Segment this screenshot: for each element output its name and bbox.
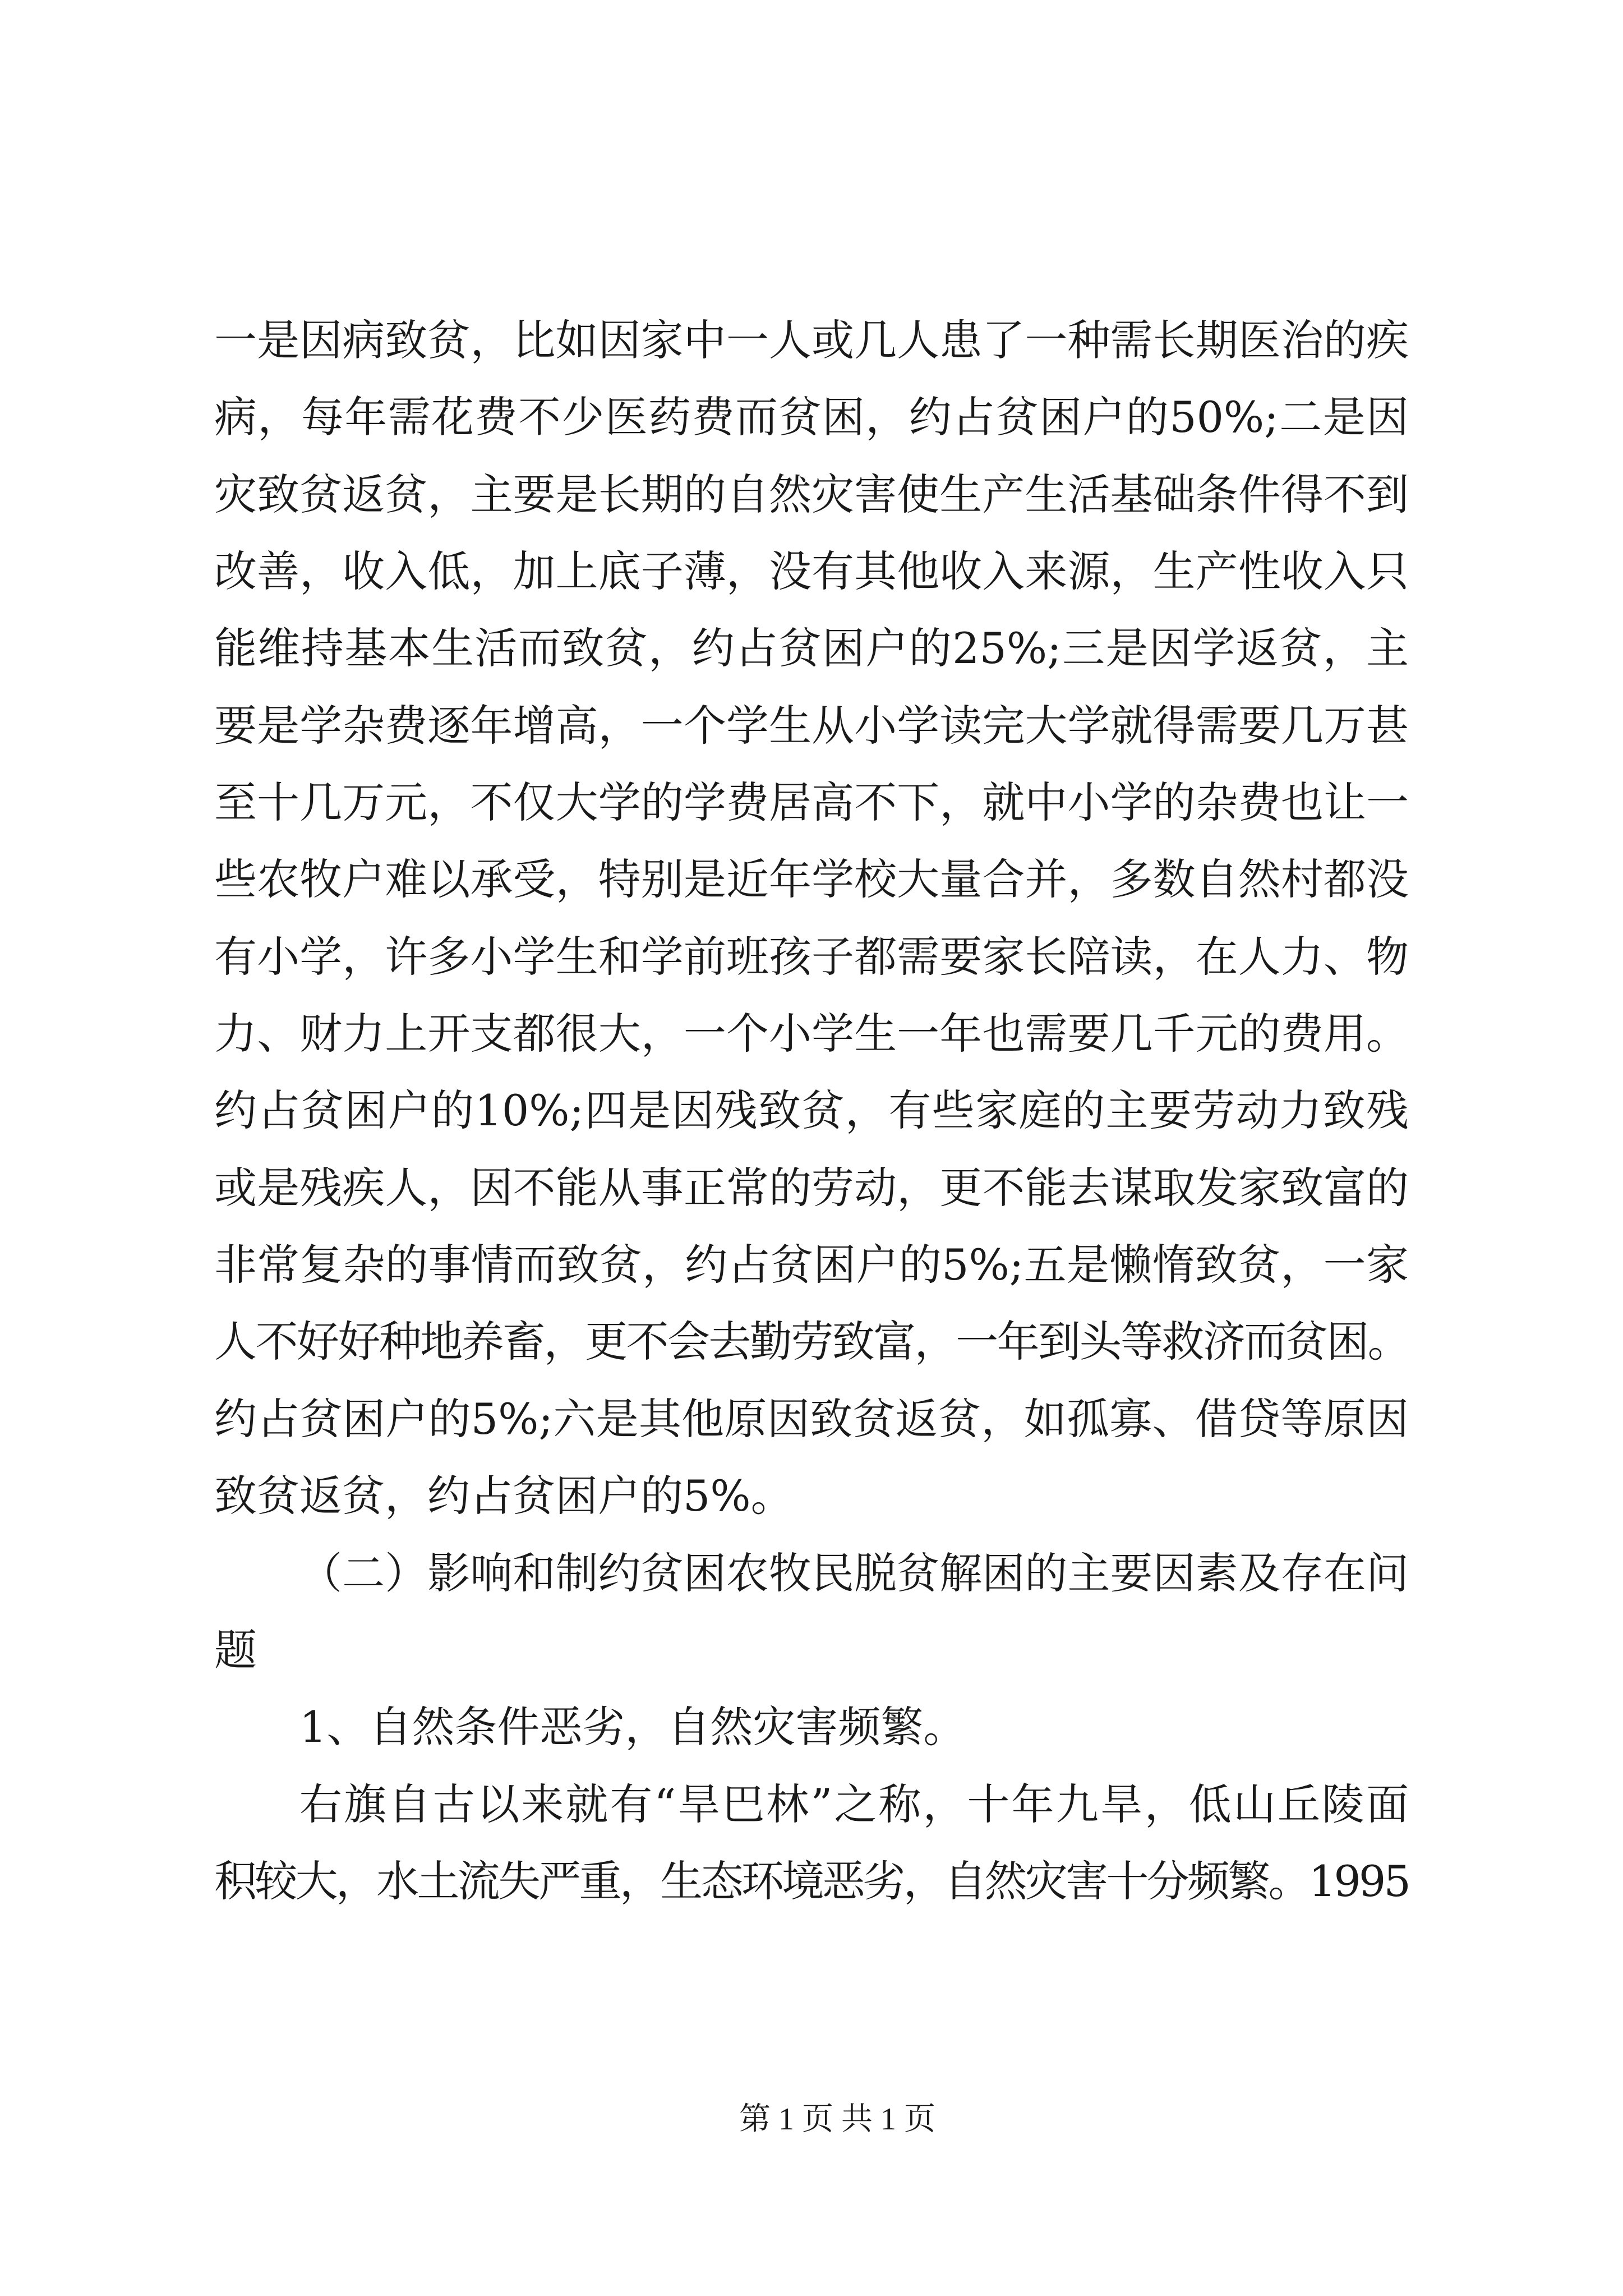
paragraph-poverty-causes [214,302,1409,1535]
text-line: 右旗自古以来就有“旱巴林”之称，十年九旱，低山丘陵面 [299,1779,1409,1829]
text-line: 人不好好种地养畜，更不会去勤劳致富，一年到头等救济而贫困。 [214,1317,1409,1367]
text-line: 致贫返贫，约占贫困户的5%。 [214,1471,794,1521]
text-line: 约占贫困户的10%;四是因残致贫，有些家庭的主要劳动力致残 [214,1085,1409,1136]
text-line: 一是因病致贫，比如因家中一人或几人患了一种需长期医治的疾 [214,315,1409,365]
text-line: 能维持基本生活而致贫，约占贫困户的25%;三是因学返贫，主 [214,623,1409,674]
heading-line: 1、自然条件恶劣，自然灾害频繁。 [299,1702,966,1752]
text-line: 至十几万元，不仅大学的学费居高不下，就中小学的杂费也让一 [214,777,1409,828]
heading-line: 题 [214,1625,257,1675]
text-line: 积较大，水土流失严重，生态环境恶劣，自然灾害十分频繁。1995 [214,1856,1409,1906]
text-line: 灾致贫返贫，主要是长期的自然灾害使生产生活基础条件得不到 [214,469,1409,519]
subsection-heading [214,1688,1409,1765]
text-line: 病，每年需花费不少医药费而贫困，约占贫困户的50%;二是因 [214,392,1409,443]
text-line: 非常复杂的事情而致贫，约占贫困户的5%;五是懒惰致贫，一家 [214,1240,1409,1290]
paragraph-natural-conditions [214,1766,1409,1920]
heading-line: （二）影响和制约贫困农牧民脱贫解困的主要因素及存在问 [299,1548,1409,1598]
document-body [214,302,1409,1920]
text-line: 改善，收入低，加上底子薄，没有其他收入来源，生产性收入只 [214,546,1409,597]
text-line: 有小学，许多小学生和学前班孩子都需要家长陪读，在人力、物 [214,931,1409,982]
page-footer: 第 1 页 共 1 页 [739,2102,935,2137]
text-line: 约占贫困户的5%;六是其他原因致贫返贫，如孤寡、借贷等原因 [214,1393,1409,1444]
text-line: 要是学杂费逐年增高，一个学生从小学读完大学就得需要几万甚 [214,700,1409,751]
text-line: 些农牧户难以承受，特别是近年学校大量合并，多数自然村都没 [214,854,1409,905]
section-heading [214,1535,1409,1689]
text-line: 或是残疾人，因不能从事正常的劳动，更不能去谋取发家致富的 [214,1162,1409,1213]
text-line: 力、财力上开支都很大，一个小学生一年也需要几千元的费用。 [214,1009,1409,1059]
